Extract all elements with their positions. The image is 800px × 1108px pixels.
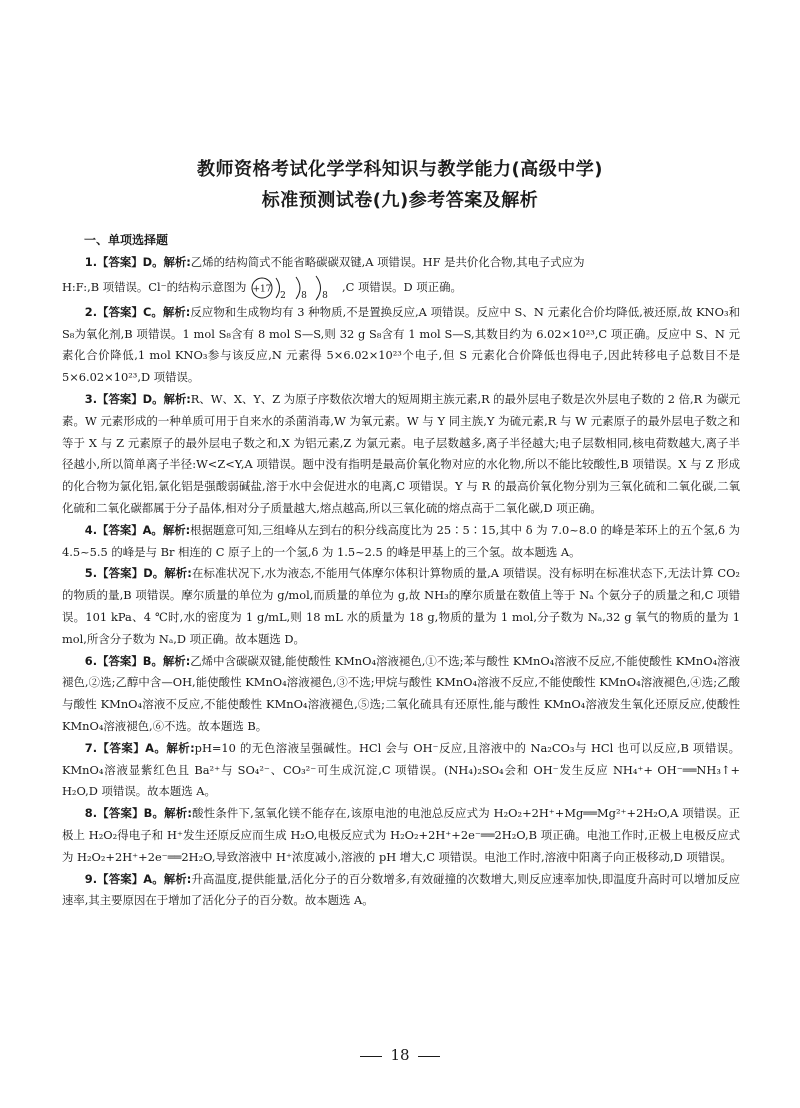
answer-item-1-cont xyxy=(62,274,740,302)
answer-lead: 9.【答案】A。解析: xyxy=(84,871,192,886)
answer-text: 根据题意可知,三组峰从左到右的积分线高度比为 25∶5∶15,其中 δ 为 7.0~8.0 的峰是苯环上的五个氢,δ 为 4.5~5.5 的峰是与 Br 相连的 C 原子上的一个氢,δ 为 1.5~2.5 的峰是甲基上的三个氢。故本题选 A。 xyxy=(62,522,740,559)
answer-text: 在标准状况下,水为液态,不能用气体摩尔体积计算物质的量,A 项错误。没有标明在标准状态下,无法计算 CO₂ 的物质的量,B 项错误。摩尔质量的单位为 g/mol,而质量的单位为 g,故 NH₃的摩尔质量在数值上等于 Nₐ 个氨分子的质量之和,C 项错误。101 kPa、4 ℃时,水的密度为 1 g/mL,则 18 mL 水的质量为 18 g,物质的量为 1 mol,分子数为 Nₐ,32 g 氧气的物质的量为 1 mol,所含分子数为 Nₐ,D 项正确。故本题选 D。 xyxy=(62,566,740,646)
chloride-ion-structure-diagram xyxy=(250,274,342,302)
answer-item-5 xyxy=(62,563,740,650)
answer-text: R、W、X、Y、Z 为原子序数依次增大的短周期主族元素,R 的最外层电子数是次外层电子数的 2 倍,R 为碳元素。W 元素形成的一种单质可用于自来水的杀菌消毒,W 为氧元素。W 与 Y 同主族,Y 为硫元素,R 与 W 元素原子的最外层电子数之和等于 X 与 Z 元素原子的最外层电子数之和,X 为铝元素,Z 为氯元素。电子层数越多,离子半径越大;电子层数相同,核电荷数越大,离子半径越小,所以简单离子半径:W<Z<Y,A 项错误。题中没有指明是最高价氧化物对应的水化物,所以不能比较酸性,B 项错误。X 与 Z 形成的化合物为氯化铝,氯化铝是强酸弱碱盐,溶于水中会促进水的电离,C 项错误。Y 与 R 的最高价氧化物分别为三氧化硫和二氧化碳,二氧化硫和二氧化碳都属于分子晶体,相对分子质量越大,熔点越高,所以三氧化硫的熔点高于二氧化碳,D 项正确。 xyxy=(62,391,740,515)
footer-dash-left xyxy=(360,1056,382,1057)
answer-text: H:F:,B 项错误。Cl⁻的结构示意图为 xyxy=(62,279,247,294)
answer-text: 升高温度,提供能量,活化分子的百分数增多,有效碰撞的次数增大,则反应速率加快,即温度升高时可以增加反应速率,其主要原因在于增加了活化分子的百分数。故本题选 A。 xyxy=(62,871,741,908)
answer-text: 酸性条件下,氢氧化镁不能存在,该原电池的电池总反应式为 H₂O₂+2H⁺+Mg══Mg²⁺+2H₂O,A 项错误。正极上 H₂O₂得电子和 H⁺发生还原反应而生成 H₂O,电极反应式为 H₂O₂+2H⁺+2e⁻══2H₂O,B 项正确。电池工作时,正极上电极反应式为 H₂O₂+2H⁺+2e⁻══2H₂O,导致溶液中 H⁺浓度减小,溶液的 pH 增大,C 项错误。电池工作时,溶液中阳离子向正极移动,D 项错误。 xyxy=(62,806,740,864)
answer-item-4 xyxy=(62,520,740,564)
shell-2-count: 8 xyxy=(301,290,307,301)
answer-lead: 4.【答案】A。解析: xyxy=(84,522,191,537)
answer-item-7 xyxy=(62,738,740,803)
document-title: 教师资格考试化学学科知识与教学能力(高级中学) xyxy=(197,159,603,180)
answer-item-6 xyxy=(62,651,740,738)
answer-text: pH=10 的无色溶液呈强碱性。HCl 会与 OH⁻反应,且溶液中的 Na₂CO₃与 HCl 也可以反应,B 项错误。KMnO₄溶液显紫红色且 Ba²⁺与 SO₄²⁻、CO₃²⁻可生成沉淀,C 项错误。(NH₄)₂SO₄会和 OH⁻发生反应 NH₄⁺+ OH⁻══NH₃↑+ H₂O,D 项错误。故本题选 A。 xyxy=(62,740,740,799)
answer-text: 反应物和生成物均有 3 种物质,不是置换反应,A 项错误。反应中 S、N 元素化合价均降低,被还原,故 KNO₃和 S₈为氧化剂,B 项错误。1 mol S₈含有 8 mol S—S,则 32 g S₈含有 1 mol S—S,其数目约为 6.02×10²³,C 项正确。反应中 S、N 元素化合价降低,1 mol KNO₃参与该反应,N 元素得 5×6.02×10²³个电子,但 S 元素化合价降低也得电子,因此转移电子总数目不是 5×6.02×10²³,D 项错误。 xyxy=(62,304,740,385)
section-heading: 一、单项选择题 xyxy=(84,233,169,247)
page-footer xyxy=(0,1046,800,1064)
answer-item-2 xyxy=(62,302,740,389)
answer-lead: 2.【答案】C。解析: xyxy=(84,304,191,319)
answer-item-1 xyxy=(62,252,740,274)
answer-lead: 1.【答案】D。解析: xyxy=(84,255,191,269)
answer-lead: 3.【答案】D。解析: xyxy=(84,391,191,406)
shell-1-count: 2 xyxy=(280,290,286,301)
answer-text: 乙烯的结构简式不能省略碳碳双键,A 项错误。HF 是共价化合物,其电子式应为 xyxy=(190,255,585,269)
shell-3-count: 8 xyxy=(322,290,328,301)
document-subtitle: 标准预测试卷(九)参考答案及解析 xyxy=(261,190,539,211)
answer-item-8 xyxy=(62,803,740,868)
answer-text: 乙烯中含碳碳双键,能使酸性 KMnO₄溶液褪色,①不选;苯与酸性 KMnO₄溶液不反应,不能使酸性 KMnO₄溶液褪色,②选;乙醇中含—OH,能使酸性 KMnO₄溶液褪色,③不选;甲烷与酸性 KMnO₄溶液不反应,不能使酸性 KMnO₄溶液褪色,④选;乙酸与酸性 KMnO₄溶液不反应,不能使酸性 KMnO₄溶液褪色,⑤选;二氧化硫具有还原性,能与酸性 KMnO₄溶液发生氧化还原反应,使酸性 KMnO₄溶液褪色,⑥不选。故本题选 B。 xyxy=(62,653,740,733)
answer-lead: 6.【答案】B。解析: xyxy=(84,653,191,668)
answer-list xyxy=(62,252,740,912)
page-number: 18 xyxy=(390,1046,410,1064)
answer-text: ,C 项错误。D 项正确。 xyxy=(342,279,462,294)
answer-item-9 xyxy=(62,869,740,913)
answer-item-3 xyxy=(62,389,740,520)
nucleus-charge: +17 xyxy=(252,284,272,295)
answer-lead: 5.【答案】D。解析: xyxy=(84,566,192,581)
answer-lead: 7.【答案】A。解析: xyxy=(84,740,195,755)
answer-lead: 8.【答案】B。解析: xyxy=(84,806,192,821)
footer-dash-right xyxy=(418,1056,440,1057)
